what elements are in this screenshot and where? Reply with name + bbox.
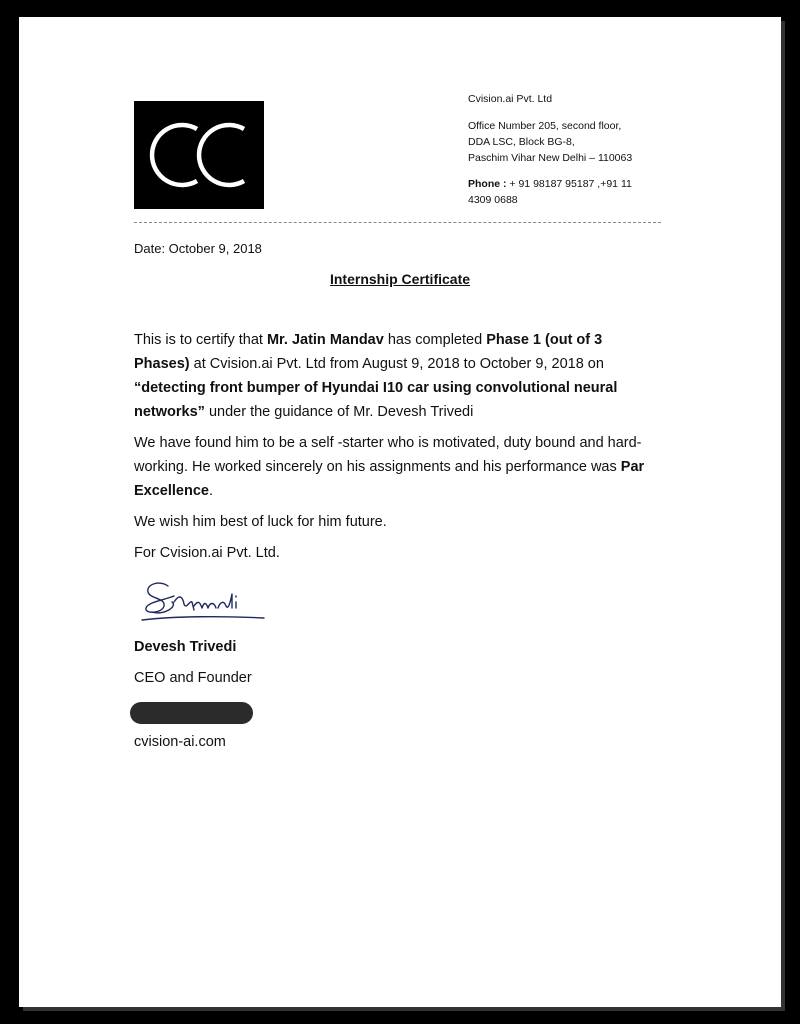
certificate-title: Internship Certificate — [329, 271, 471, 287]
signer-role: CEO and Founder — [134, 670, 252, 686]
company-phone — [468, 176, 698, 208]
address-line-2: DDA LSC, Block BG-8, — [468, 136, 575, 148]
website-url: cvision-ai.com — [134, 734, 226, 750]
signer-name: Devesh Trivedi — [134, 639, 237, 655]
company-address — [468, 118, 698, 166]
intern-name: Mr. Jatin Mandav — [266, 332, 384, 348]
company-name: Cvision.ai Pvt. Ltd — [468, 93, 553, 105]
phase-text: Phase 1 (out of 3 Phases) — [134, 332, 603, 372]
cc-logo-mark — [134, 101, 264, 209]
phone-label: Phone : — [468, 178, 507, 190]
cc-logo-icon — [134, 101, 264, 209]
header-divider — [134, 222, 661, 223]
company-address-block — [468, 91, 698, 208]
paragraph-certification: This is to certify that Mr. Jatin Mandav has completed Phase 1 (out of 3 Phases) at Cvision.ai Pvt. Ltd from August 9, 2018 to October 9, 2018 on “detecting front bumper of Hyundai I10 car using convolutional neural networks” under the guidance of Mr. Devesh Trivedi — [134, 332, 618, 420]
signature-drawing — [134, 572, 269, 630]
certificate-date: Date: October 9, 2018 — [134, 241, 262, 256]
paragraph-wishes: We wish him best of luck for him future. — [134, 514, 387, 530]
signature-icon — [134, 572, 269, 630]
project-title: “detecting front bumper of Hyundai I10 car using convolutional neural networks” — [134, 380, 618, 420]
certificate-body — [134, 328, 654, 572]
performance-rating: Par Excellence — [134, 459, 645, 499]
phone-number-1: + 91 98187 95187 ,+91 11 — [506, 178, 632, 190]
address-line-3: Paschim Vihar New Delhi – 110063 — [468, 152, 633, 164]
paragraph-signoff: For Cvision.ai Pvt. Ltd. — [134, 545, 280, 561]
redacted-contact — [130, 702, 253, 724]
phone-number-2: 4309 0688 — [468, 194, 518, 206]
address-line-1: Office Number 205, second floor, — [468, 120, 622, 132]
certificate-page — [19, 17, 781, 1007]
paragraph-evaluation: We have found him to be a self -starter who is motivated, duty bound and hard-working. He worked sincerely on his assignments and his performance was Par Excellence. — [134, 435, 645, 499]
